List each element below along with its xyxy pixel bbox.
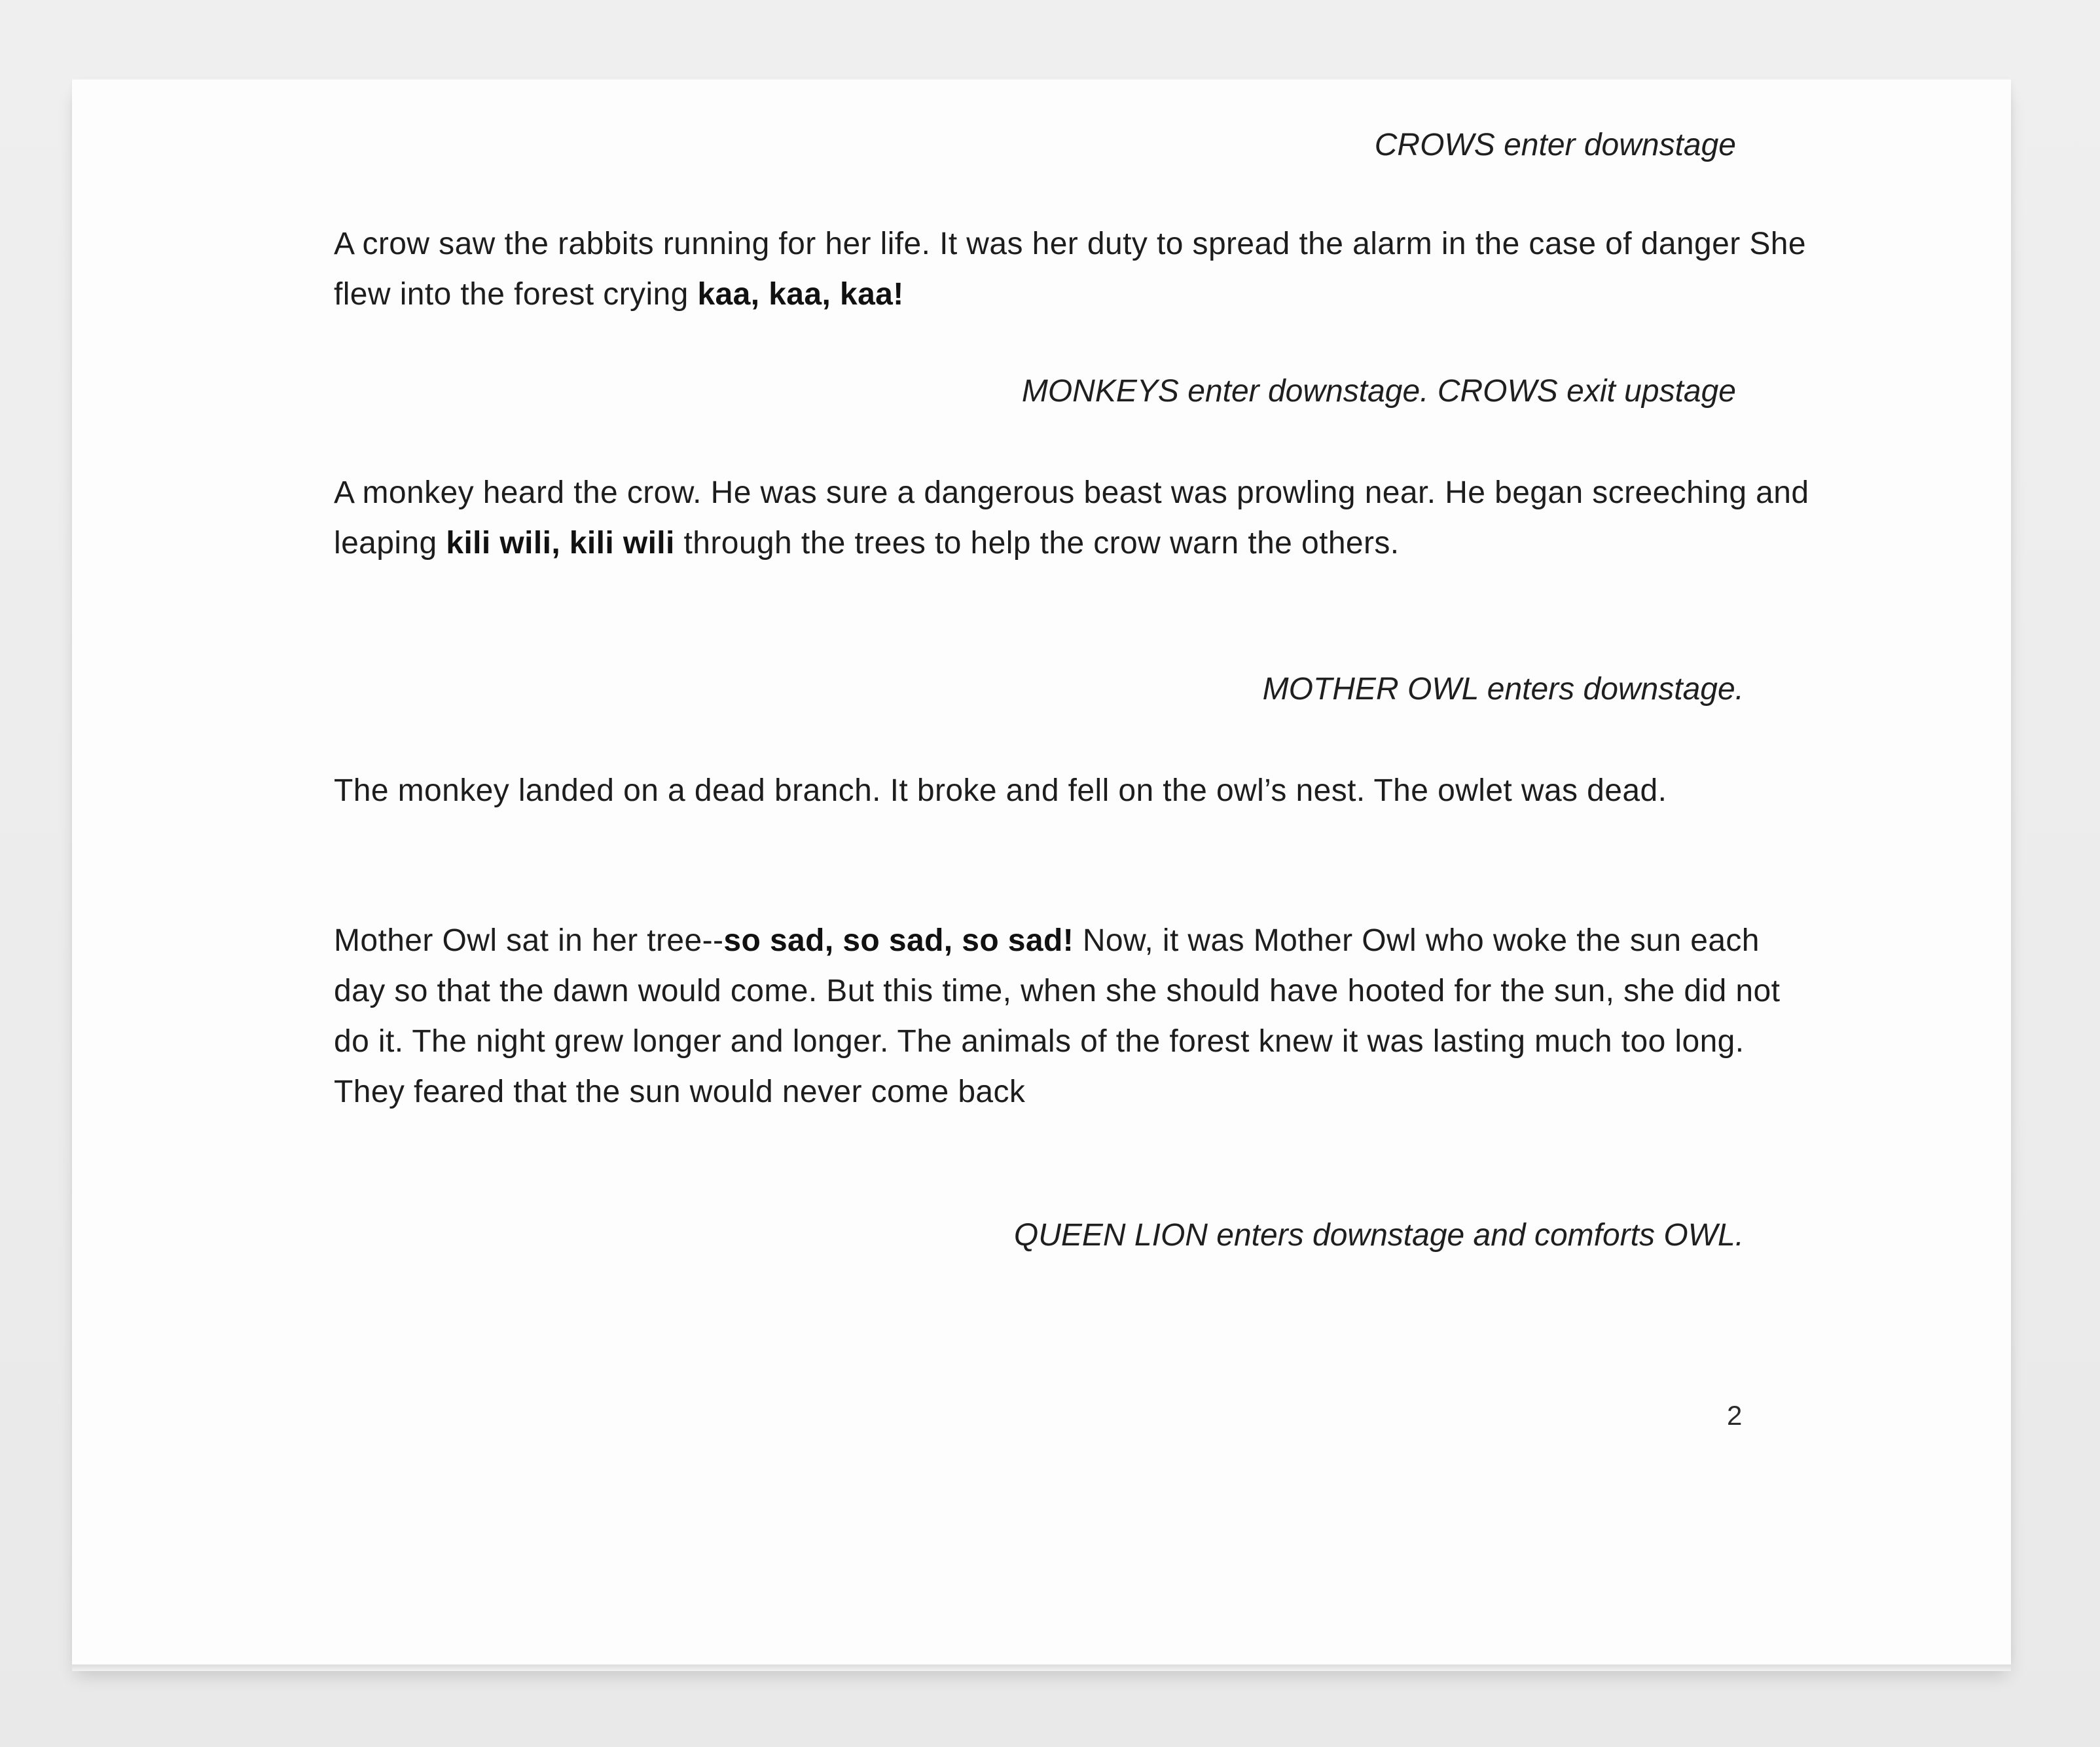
paragraph-text-segment: A monkey heard the crow. He was sure a dangerous beast was prowling near. He began screeching and leaping	[334, 475, 1809, 561]
page-number: 2	[1727, 1400, 1743, 1431]
paragraph-text	[334, 915, 1813, 1117]
paragraph-text-segment: Mother Owl sat in her tree--	[334, 923, 724, 958]
bold-sound-segment: so sad, so sad, so sad!	[723, 923, 1074, 958]
paragraph-text: The monkey landed on a dead branch. It broke and fell on the owl’s nest. The owlet was dead.	[334, 773, 1667, 808]
bold-sound-segment: kaa, kaa, kaa!	[697, 277, 904, 312]
script-panel	[72, 79, 2011, 1664]
stage-direction-monkeys-enter: MONKEYS enter downstage. CROWS exit upstage	[1021, 374, 1736, 409]
paragraph-text	[334, 219, 1813, 320]
paragraph-text	[334, 468, 1813, 568]
paragraph-crow-alarm	[334, 219, 1813, 320]
paragraph-monkey-heard	[334, 468, 1813, 568]
panel-bottom-edge	[72, 1664, 2011, 1671]
paragraph-mother-owl	[334, 915, 1813, 1117]
stage-direction-crows-enter: CROWS enter downstage	[1374, 128, 1736, 162]
paragraph-text-segment: A crow saw the rabbits running for her life. It was her duty to spread the alarm in the case of danger She flew into the forest crying	[334, 227, 1806, 312]
paragraph-text-segment: through the trees to help the crow warn the others.	[674, 526, 1400, 561]
stage-direction-queen-lion-enters: QUEEN LION enters downstage and comforts OWL.	[1013, 1218, 1744, 1253]
paragraph-monkey-landed	[334, 765, 1813, 816]
paragraph-text-segment: Now, it was Mother Owl who woke the sun each day so that the dawn would come. But this time, when she should have hooted for the sun, she did not do it. The night grew longer and longer. The animals of the forest knew it was lasting much too long. They feared that the sun would never come back	[334, 923, 1781, 1109]
bold-sound-segment: kili wili, kili wili	[446, 526, 675, 561]
stage-direction-mother-owl-enters: MOTHER OWL enters downstage.	[1262, 672, 1744, 707]
